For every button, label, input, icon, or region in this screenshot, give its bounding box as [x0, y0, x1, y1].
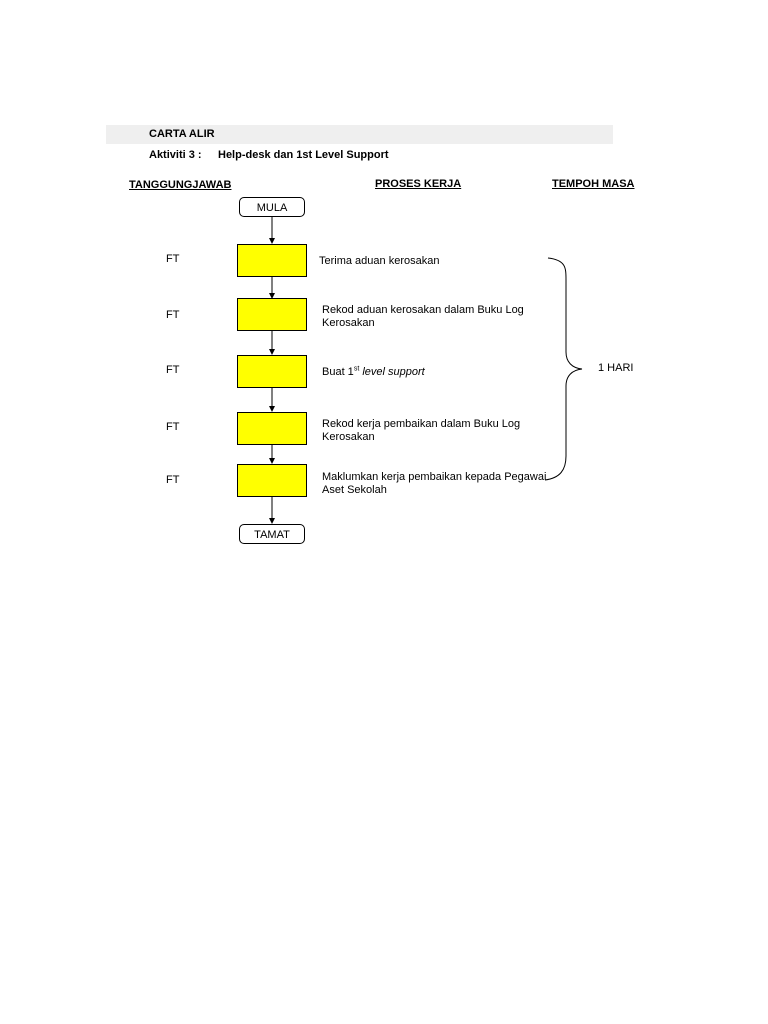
- duration-brace: [545, 258, 582, 480]
- step-4-description: [322, 418, 520, 444]
- activity-name: Help-desk dan 1st Level Support: [218, 149, 389, 161]
- process-box-4: [237, 412, 307, 445]
- step-2-owner: FT: [166, 309, 180, 321]
- column-header-responsibility: TANGGUNGJAWAB: [129, 179, 232, 191]
- step-2-line-1: Rekod aduan kerosakan dalam Buku Log: [322, 304, 524, 316]
- step-2-description: [322, 304, 524, 330]
- process-box-3: [237, 355, 307, 388]
- end-node: TAMAT: [239, 524, 305, 544]
- step-1-line-1: Terima aduan kerosakan: [319, 255, 440, 267]
- step-1-owner: FT: [166, 253, 180, 265]
- step-3-owner: FT: [166, 364, 180, 376]
- chart-title: CARTA ALIR: [149, 128, 215, 140]
- step-1-description: [319, 255, 439, 268]
- step-3-description: [322, 366, 425, 379]
- column-header-duration: TEMPOH MASA: [552, 178, 635, 190]
- activity-label: Aktiviti 3 :: [149, 149, 202, 161]
- process-box-2: [237, 298, 307, 331]
- duration-value: 1 HARI: [598, 362, 634, 374]
- step-5-line-1: Maklumkan kerja pembaikan kepada Pegawai: [322, 471, 547, 483]
- step-4-line-2: Kerosakan: [322, 431, 375, 443]
- step-4-owner: FT: [166, 421, 180, 433]
- step-5-line-2: Aset Sekolah: [322, 484, 387, 496]
- process-box-5: [237, 464, 307, 497]
- step-3-superscript: st: [353, 365, 360, 373]
- column-header-process: PROSES KERJA: [375, 178, 462, 190]
- step-5-description: [322, 471, 546, 497]
- step-3-italic: level support: [359, 366, 425, 378]
- start-node: MULA: [239, 197, 305, 217]
- process-box-1: [237, 244, 307, 277]
- step-4-line-1: Rekod kerja pembaikan dalam Buku Log: [322, 418, 521, 430]
- step-2-line-2: Kerosakan: [322, 317, 375, 329]
- step-5-owner: FT: [166, 474, 180, 486]
- step-3-prefix: Buat 1: [322, 366, 354, 378]
